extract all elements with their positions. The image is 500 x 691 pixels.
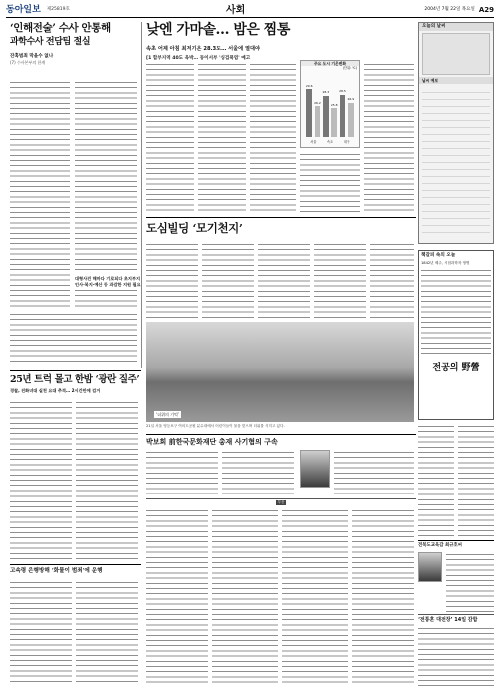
issue-number: 제25819호 xyxy=(46,7,70,13)
chart-bar xyxy=(340,95,346,138)
weather-map xyxy=(422,33,490,75)
bank-body-col2 xyxy=(76,580,138,686)
chart-unit: (단위: ℃) xyxy=(342,66,357,71)
chart-bar xyxy=(348,103,354,138)
chart-plot-area xyxy=(305,77,355,144)
column-divider xyxy=(141,22,142,368)
chart-value-label: 28.3 xyxy=(322,90,330,95)
obit-col2 xyxy=(212,508,278,686)
chart-value-label: 28.5 xyxy=(339,89,346,94)
chart-bar xyxy=(323,96,329,138)
book-corner xyxy=(418,250,494,420)
lead-kicker: 잔혹범죄 막을수 없나 xyxy=(10,54,54,59)
obit-col4 xyxy=(352,508,414,686)
education-body xyxy=(446,552,494,612)
truck-body-col2 xyxy=(76,400,138,560)
president-body-col3 xyxy=(334,450,414,494)
heatwave-body-col1 xyxy=(146,62,194,212)
wedding-headline: ‘전통혼 대전장’ 14일 감합 xyxy=(418,617,478,623)
lead-series: (7) 수사본부의 한계 xyxy=(10,60,46,66)
book-corner-label: 책갈피 속의 오늘 xyxy=(421,253,456,258)
book-corner-sub: 1842년 제주, 시험과학자 영명 xyxy=(421,261,470,266)
section-title: 사회 xyxy=(226,5,246,16)
lead-headline: ‘인해전술’ 수사 안통해 xyxy=(10,22,111,34)
heatwave-body-col2 xyxy=(198,62,246,212)
book-corner-body xyxy=(421,268,491,358)
heatwave-subhead: 속초 어제 아침 최저기온 28.3도… 서울에 열대야 xyxy=(146,46,261,52)
heatwave-body-col5 xyxy=(364,62,414,212)
mosquito-headline: 도심빌딩 ‘모기천지’ xyxy=(146,221,243,235)
photo-caption: 21일 서울 영등포구 여의도공원 분수대에서 어린이들이 물을 맞으며 더위를 식히고 있다. xyxy=(146,424,285,428)
wedding-body xyxy=(418,626,494,686)
bank-body-col1 xyxy=(10,580,72,686)
weather-title: 오늘의 날씨 xyxy=(419,23,493,31)
obit-col3 xyxy=(282,508,348,686)
heatwave-headline: 낮엔 가마솥… 밤은 찜통 xyxy=(146,22,290,38)
heatwave-body-col4 xyxy=(300,152,360,212)
chart-category-label: 속초 xyxy=(326,139,334,144)
obituary-section xyxy=(146,498,416,505)
section-rule xyxy=(146,217,416,218)
lead-article xyxy=(10,22,136,66)
publication-date: 2004년 7월 22일 목요일 xyxy=(424,7,475,13)
chart-category-label: 서울 xyxy=(310,139,317,144)
chart-bar xyxy=(315,106,321,137)
education-person: 전북도교육감 최규호씨 xyxy=(418,543,462,548)
mosquito-body-col1 xyxy=(146,242,198,318)
mosquito-body-col2 xyxy=(202,242,254,318)
weather-table xyxy=(422,86,490,236)
photo-label: ‘더위의 기억’ xyxy=(156,411,180,417)
mosquito-body-col3 xyxy=(258,242,310,318)
lead-note-2: 인사·복지·예산 등 과감한 지원 필요 xyxy=(75,281,141,287)
book-corner-title: 전공의 野營 xyxy=(432,363,480,374)
president-body-col1 xyxy=(146,450,218,494)
right-body-col1 xyxy=(418,424,454,536)
truck-body-col1 xyxy=(10,400,72,560)
president-body-col2 xyxy=(222,450,294,494)
lead-subhead: 과학수사 전담팀 절실 xyxy=(10,37,91,47)
page-number: A29 xyxy=(478,5,494,14)
lead-body-col1 xyxy=(10,80,70,310)
truck-article xyxy=(10,374,141,394)
president-article xyxy=(146,438,416,446)
chart-value-label: 25.8 xyxy=(330,102,338,107)
president-portrait xyxy=(300,450,330,488)
section-rule-mid xyxy=(146,434,416,435)
heatwave-body-col3 xyxy=(250,62,296,212)
weather-panel xyxy=(418,22,494,244)
wedding-article xyxy=(418,614,494,624)
chart-category-label: 대구 xyxy=(343,139,350,144)
lead-body-col3 xyxy=(10,312,137,366)
section-rule-bottom-left xyxy=(10,564,141,565)
section-rule-right xyxy=(418,540,494,541)
mosquito-article xyxy=(146,222,296,234)
mosquito-body-col4 xyxy=(314,242,366,318)
temperature-chart xyxy=(300,60,360,148)
obit-col1 xyxy=(146,508,208,686)
chart-value-label: 29.6 xyxy=(305,83,313,88)
bank-headline: 고속령 은행방해 ‘화물이 범죄'에 운행 xyxy=(10,568,103,574)
obituary-title: 부음 xyxy=(277,500,285,504)
truck-subhead: 경찰, 진화녀대 실천 요대 추격… 2시간만에 검거 xyxy=(10,388,101,393)
education-article xyxy=(418,543,494,549)
president-headline: 박보희 前한국문화재단 총재 사기혐의 구속 xyxy=(146,437,278,446)
bank-article xyxy=(10,568,141,576)
chart-bar xyxy=(306,89,312,137)
education-portrait xyxy=(418,552,442,582)
newspaper-logo: 동아일보 xyxy=(6,5,41,16)
chart-title: 주요 도시 기온변화 xyxy=(301,61,359,66)
heatwave-article xyxy=(146,22,414,62)
right-body-col2 xyxy=(458,424,494,536)
heatwave-subhead-2: [1 합부지역 40도 육박… 동이서부 '싱겁폭염' 예고 xyxy=(146,56,251,62)
lead-sidenote xyxy=(75,274,150,289)
mosquito-body-col5 xyxy=(370,242,414,318)
masthead xyxy=(6,4,494,18)
chart-value-label: 26.9 xyxy=(347,97,355,102)
fountain-photo xyxy=(146,322,414,422)
chart-bar xyxy=(331,108,337,137)
truck-headline: 25년 트럭 몰고 한밤 ‘광란 질주’ xyxy=(10,374,140,385)
weather-forecast-label: 날씨 예보 xyxy=(419,77,493,84)
section-rule-left xyxy=(10,370,141,371)
chart-value-label: 26.2 xyxy=(314,100,321,105)
lead-note-1: 대형사건 해마다 기로되다 초지부지 xyxy=(75,276,141,281)
